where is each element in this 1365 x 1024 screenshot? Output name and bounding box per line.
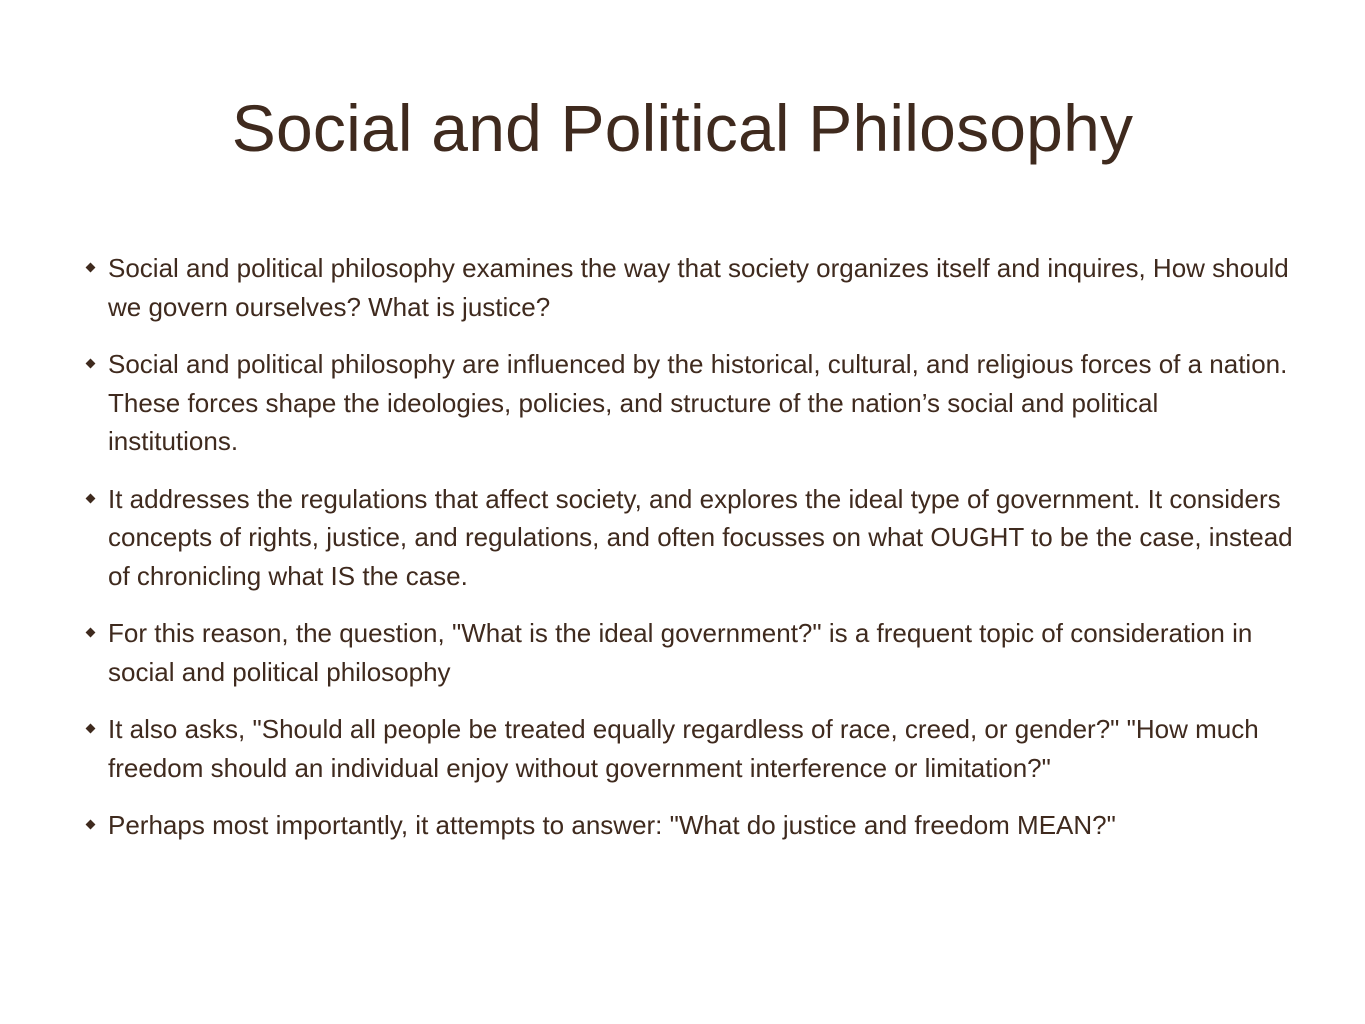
diamond-bullet-icon <box>86 359 96 369</box>
slide-title: Social and Political Philosophy <box>231 91 1134 165</box>
bullet-text: Social and political philosophy are influenced by the historical, cultural, and religious forces of a nation. These forces shape the ideologies, policies, and structure of the nation’s social and political institutions. <box>108 349 1288 456</box>
diamond-bullet-icon <box>86 263 96 273</box>
bullet-text: It addresses the regulations that affect society, and explores the ideal type of government. It considers concepts of rights, justice, and regulations, and often focusses on what OUGHT to be the case, instead of chronicling what IS the case. <box>108 483 1293 591</box>
bullet-item <box>84 710 1294 787</box>
bullet-item <box>84 249 1294 326</box>
bullet-item <box>84 614 1294 691</box>
bullet-text: Social and political philosophy examines the way that society organizes itself and inquires, How should we govern ourselves? What is justice? <box>108 253 1289 322</box>
bullet-text: It also asks, "Should all people be treated equally regardless of race, creed, or gender?" "How much freedom should an individual enjoy without government interference or limitation?" <box>108 714 1259 783</box>
diamond-bullet-icon <box>86 493 96 503</box>
bullet-list <box>84 249 1294 864</box>
bullet-text: For this reason, the question, "What is the ideal government?" is a frequent topic of consideration in social and political philosophy <box>108 618 1253 687</box>
bullet-item <box>84 345 1294 461</box>
bullet-item <box>84 806 1294 845</box>
bullet-item <box>84 480 1294 596</box>
bullet-text: Perhaps most importantly, it attempts to answer: "What do justice and freedom MEAN?" <box>108 810 1116 840</box>
diamond-bullet-icon <box>86 724 96 734</box>
diamond-bullet-icon <box>86 820 96 830</box>
diamond-bullet-icon <box>86 628 96 638</box>
